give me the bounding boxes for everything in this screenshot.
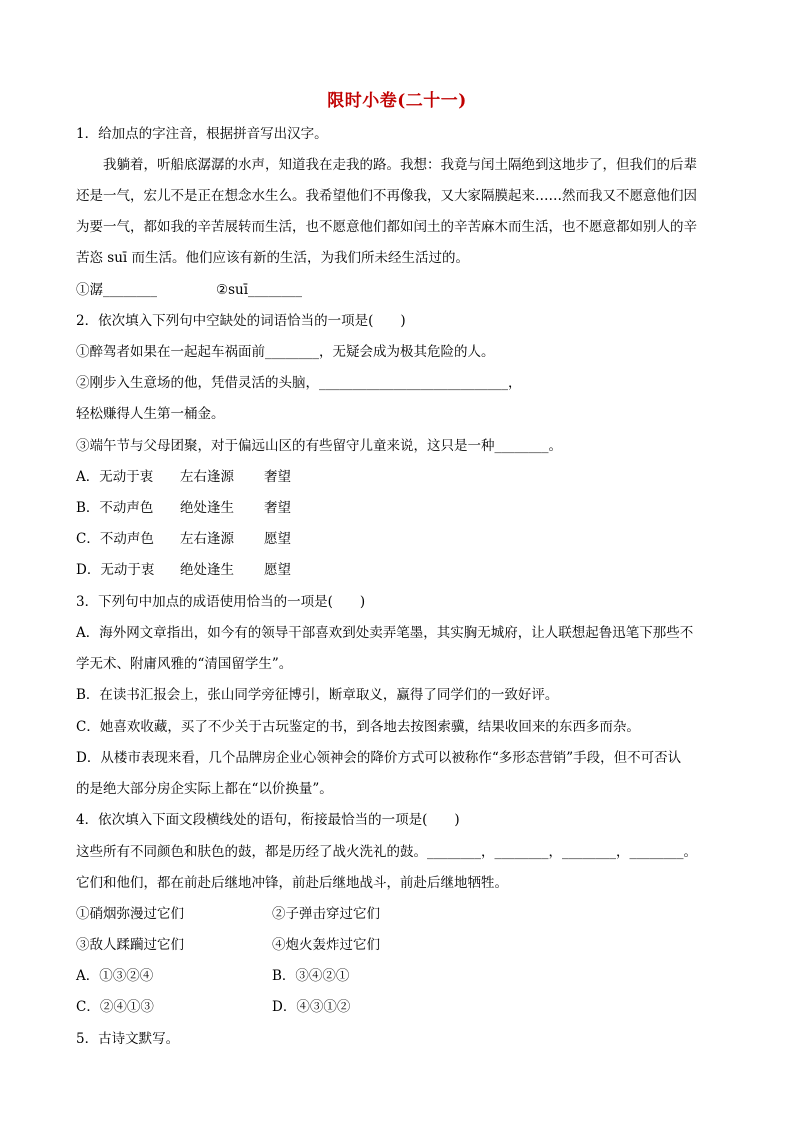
q4-items-row <box>76 904 726 924</box>
q4-passage-cont: 它们和他们，都在前赴后继地冲锋，前赴后继地战斗，前赴后继地牺牲。 <box>76 875 508 891</box>
q4-item-1: ①硝烟弥漫过它们 <box>76 906 184 922</box>
option-word: 奢望 <box>264 469 291 485</box>
q4-item-3: ③敌人蹂躏过它们 <box>76 937 184 953</box>
option-word: 愿望 <box>264 531 291 547</box>
q1-blank-1: ①潺________ <box>76 282 157 298</box>
option-key: B． <box>76 500 100 516</box>
q2-sentence-3: ③端午节与父母团聚，对于偏远山区的有些留守儿童来说，这只是一种________。 <box>76 438 562 454</box>
q4-passage: 这些所有不同颜色和肤色的鼓，都是历经了战火洗礼的鼓。________，________，________，________。 <box>76 844 697 860</box>
q1-para-line: 苦恣 suī 而生活。他们应该有新的生活，为我们所未经生活过的。 <box>76 250 470 266</box>
option-key: D． <box>76 562 101 578</box>
q5-stem: 5．古诗文默写。 <box>76 1031 180 1047</box>
q4-item-2: ②子弹击穿过它们 <box>272 906 380 922</box>
q1-para-line: 我躺着，听船底潺潺的水声，知道我在走我的路。我想：我竟与闰土隔绝到这地步了，但我们的后辈 <box>103 157 697 173</box>
q2-stem: 2．依次填入下列句中空缺处的词语恰当的一项是( ) <box>76 313 406 329</box>
option-word: 不动声色 <box>99 500 154 516</box>
q3-option-a-cont: 学无术、附庸风雅的“清国留学生”。 <box>76 656 293 672</box>
q4-stem: 4．依次填入下面文段横线处的语句，衔接最恰当的一项是( ) <box>76 812 460 828</box>
q4-item-4: ④炮火轰炸过它们 <box>272 937 380 953</box>
q2-sentence-2-cont: 轻松赚得人生第一桶金。 <box>76 406 225 422</box>
option-word: 不动声色 <box>99 531 154 547</box>
q4-options-row <box>76 966 726 986</box>
option-key: A． <box>76 469 100 485</box>
q3-option-d: D．从楼市表现来看，几个品牌房企业心领神会的降价方式可以被称作“多形态营销”手段，但不可否认 <box>76 750 682 766</box>
q4-option-b: B．③④②① <box>272 968 350 984</box>
option-key: C． <box>76 531 100 547</box>
q2-option-a <box>76 467 726 487</box>
q4-items-row <box>76 935 726 955</box>
q2-option-c <box>76 529 726 549</box>
option-word: 左右逢源 <box>180 531 234 547</box>
q1-stem: 1．给加点的字注音，根据拼音写出汉字。 <box>76 126 328 142</box>
option-word: 绝处逢生 <box>180 562 234 578</box>
q2-sentence-2: ②刚步入生意场的他，凭借灵活的头脑，____________________________， <box>76 375 522 391</box>
q2-option-b <box>76 498 726 518</box>
q1-para-line: 还是一气，宏儿不是正在想念水生么。我希望他们不再像我，又大家隔膜起来……然而我又不愿意他们因 <box>76 188 697 204</box>
q4-options-row <box>76 997 726 1017</box>
q3-option-b: B．在读书汇报会上，张山同学旁征博引，断章取义，赢得了同学们的一致好评。 <box>76 687 559 703</box>
q4-option-c: C．②④①③ <box>76 999 154 1015</box>
q1-blanks <box>76 280 726 300</box>
option-word: 无动于衷 <box>99 469 154 485</box>
q3-option-d-cont: 的是绝大部分房企实际上都在“以价换量”。 <box>76 781 333 797</box>
q2-option-d <box>76 560 726 580</box>
q3-option-c: C．她喜欢收藏，买了不少关于古玩鉴定的书，到各地去按图索骥，结果收回来的东西多而杂。 <box>76 719 640 735</box>
option-word: 无动于衷 <box>100 562 155 578</box>
page-title: 限时小卷(二十一) <box>327 91 467 111</box>
q4-option-d: D．④③①② <box>272 999 351 1015</box>
q1-blank-2: ②suī________ <box>216 282 303 298</box>
q4-option-a: A．①③②④ <box>76 968 154 984</box>
option-word: 左右逢源 <box>180 469 234 485</box>
option-word: 愿望 <box>264 562 291 578</box>
q1-para-line: 为要一气，都如我的辛苦展转而生活，也不愿意他们都如闰土的辛苦麻木而生活，也不愿意都如别人的辛 <box>76 219 697 235</box>
q3-stem: 3．下列句中加点的成语使用恰当的一项是( ) <box>76 594 366 610</box>
q2-sentence-1: ①醉驾者如果在一起起车祸面前________，无疑会成为极其危险的人。 <box>76 344 495 360</box>
option-word: 奢望 <box>264 500 291 516</box>
q3-option-a: A．海外网文章指出，如今有的领导干部喜欢到处卖弄笔墨，其实胸无城府，让人联想起鲁迅笔下那些不 <box>76 625 694 641</box>
option-word: 绝处逢生 <box>180 500 234 516</box>
